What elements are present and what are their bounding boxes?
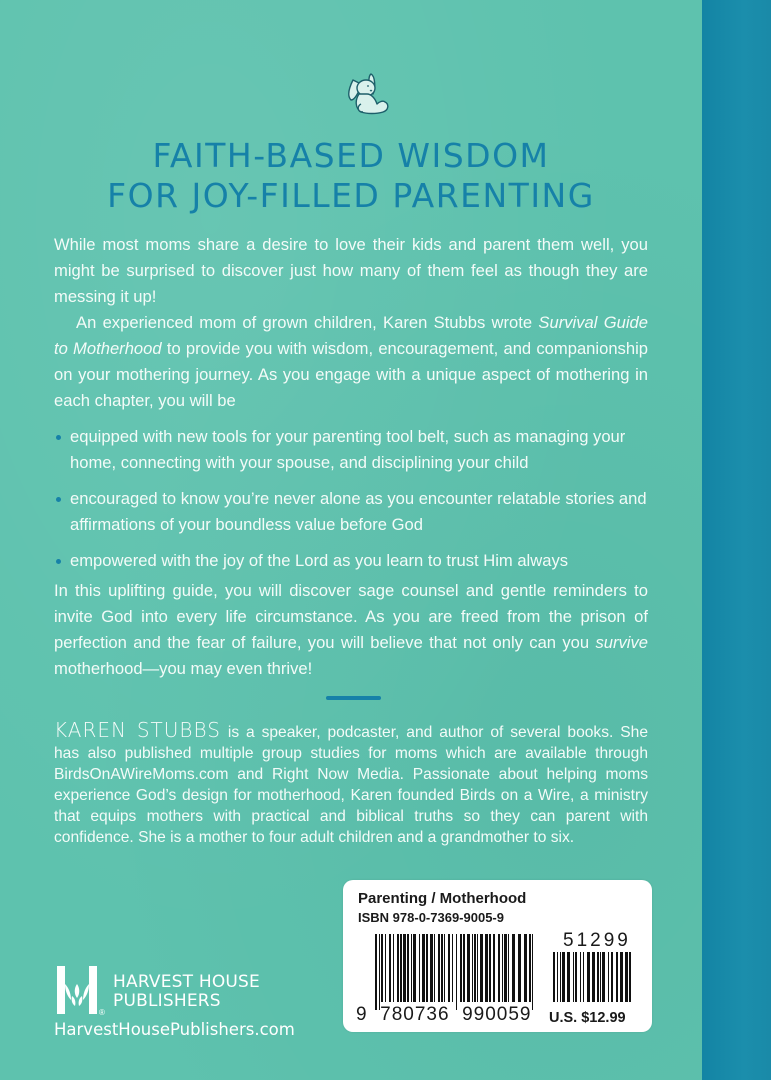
barcode-bar [456, 934, 457, 1010]
barcode-bar [580, 952, 581, 1002]
closing-paragraph [54, 578, 648, 682]
barcode-bar [600, 952, 601, 1002]
category-label: Parenting / Motherhood [358, 890, 527, 907]
closing-text-start: In this uplifting guide, you will discover sage counsel and gentle reminders to invite God into every life circumstance. As you are freed from the prison of perfection and the fear of failure, you will believe that not only can you [54, 581, 648, 652]
barcode-bar [532, 934, 533, 1010]
barcode-bar [438, 934, 440, 1002]
publisher-website-link[interactable]: HarvestHousePublishers.com [54, 1020, 295, 1039]
list-item [54, 424, 674, 476]
barcode-bar [504, 934, 507, 1002]
barcode-bar [444, 934, 445, 1002]
barcode-digits: 9 780736 990059 [356, 1004, 532, 1025]
barcode-bar [375, 934, 377, 1010]
description-paragraph [54, 310, 648, 414]
barcode-bar [625, 952, 628, 1002]
barcode-bar [567, 952, 570, 1002]
barcode-bar [385, 934, 386, 1002]
barcode-bar [407, 934, 409, 1002]
bullet-icon [56, 559, 61, 564]
publisher-name [113, 973, 260, 1011]
barcode-label [343, 880, 652, 1032]
barcode-bar [379, 934, 380, 1010]
barcode-bar [583, 952, 584, 1002]
description-text-end: to provide you with wisdom, encouragement, and companionship on your mothering journey. As you engage with a unique aspect of mothering in each chapter, you will be [54, 339, 648, 410]
closing-emphasis: survive [595, 633, 648, 652]
barcode-bar [611, 952, 613, 1002]
barcode-bar [419, 934, 420, 1002]
barcode-bar [389, 934, 391, 1002]
barcode-bar [430, 934, 433, 1002]
barcode-bar [477, 934, 478, 1002]
barcode-bar [480, 934, 483, 1002]
section-divider [326, 696, 381, 700]
barcode-bar [597, 952, 599, 1002]
barcode-bar [485, 934, 488, 1002]
barcode-bar [498, 934, 500, 1002]
closing-text-end: motherhood—you may even thrive! [54, 659, 313, 678]
barcode-bar [448, 934, 450, 1002]
price-barcode [553, 952, 635, 1010]
list-item [54, 548, 674, 574]
author-bio-text: is a speaker, podcaster, and author of several books. She has also published multiple group studies for moms which are available through BirdsOnAWireMoms.com and Right Now Media. Passionate about helping moms experience God’s design for motherhood, Karen founded Birds on a Wire, a ministry that equips mothers with practical and biblical truths so they can parent with confidence. She is a mother to four adult children and a grandmother to six. [54, 724, 648, 846]
barcode-bar [434, 934, 435, 1002]
barcode-bar [529, 934, 531, 1002]
barcode-bar [493, 934, 495, 1002]
author-name: KAREN STUBBS [54, 718, 221, 742]
barcode-bar [573, 952, 574, 1002]
barcode-bar [616, 952, 618, 1002]
barcode-bar [592, 952, 595, 1002]
barcode-bar [575, 952, 577, 1002]
barcode-bar [467, 934, 470, 1002]
barcode-bar [426, 934, 428, 1002]
headline-line-2: FOR JOY-FILLED PARENTING [107, 176, 595, 215]
list-item-text: equipped with new tools for your parenting tool belt, such as managing your home, connecting with your spouse, and disciplining your child [70, 427, 626, 472]
barcode-bar [452, 934, 453, 1002]
barcode-bar [489, 934, 491, 1002]
barcode-bar [393, 934, 394, 1002]
isbn-barcode [375, 934, 535, 1010]
barcode-bar [557, 952, 558, 1002]
barcode-bar [587, 952, 590, 1002]
harvest-house-logo-icon [55, 966, 99, 1014]
list-item-text: empowered with the joy of the Lord as you learn to trust Him always [70, 551, 569, 570]
barcode-bar [381, 934, 383, 1002]
description-text-start: An experienced mom of grown children, Karen Stubbs wrote [76, 313, 539, 332]
barcode-bar [524, 934, 527, 1002]
barcode-bar [553, 952, 555, 1002]
barcode-bar [413, 934, 416, 1002]
barcode-bar [560, 952, 561, 1002]
headline-line-1: FAITH-BASED WISDOM [152, 136, 550, 175]
barcode-bar [460, 934, 462, 1002]
list-item-text: encouraged to know you’re never alone as you encounter relatable stories and affirmations of your boundless value before God [70, 489, 647, 534]
bullet-icon [56, 435, 61, 440]
barcode-bar [472, 934, 473, 1002]
barcode-bar [397, 934, 399, 1002]
price-label: U.S. $12.99 [549, 1010, 626, 1026]
bullet-icon [56, 497, 61, 502]
book-title: Survival Guide to Motherhood [54, 313, 648, 358]
barcode-bar [608, 952, 609, 1002]
publisher-name-line-2: PUBLISHERS [113, 991, 221, 1011]
barcode-bar [441, 934, 443, 1002]
barcode-bar [411, 934, 412, 1002]
barcode-bar [474, 934, 476, 1002]
barcode-bar [602, 952, 605, 1002]
barcode-bar [400, 934, 402, 1002]
barcode-bar [463, 934, 465, 1002]
barcode-bar [512, 934, 515, 1002]
barcode-bar [508, 934, 509, 1002]
author-bio [54, 720, 648, 848]
intro-paragraph: While most moms share a desire to love their kids and parent them well, you might be surprised to discover just how many of them feel as though they are messing it up! [54, 235, 648, 306]
isbn-label: ISBN 978-0-7369-9005-9 [358, 910, 504, 925]
barcode-bar [502, 934, 503, 1002]
spine-edge [702, 0, 771, 1080]
barcode-bar [518, 934, 521, 1002]
list-item [54, 486, 674, 538]
bunny-icon [345, 66, 397, 118]
barcode-bar [422, 934, 425, 1002]
benefit-list [54, 424, 674, 584]
price-code-digits: 51299 [563, 930, 631, 951]
barcode-bar [562, 952, 565, 1002]
publisher-name-line-1: HARVEST HOUSE [113, 972, 260, 992]
barcode-bar [620, 952, 623, 1002]
barcode-bar [629, 952, 631, 1002]
barcode-bar [403, 934, 406, 1002]
registered-mark: ® [99, 1008, 105, 1017]
